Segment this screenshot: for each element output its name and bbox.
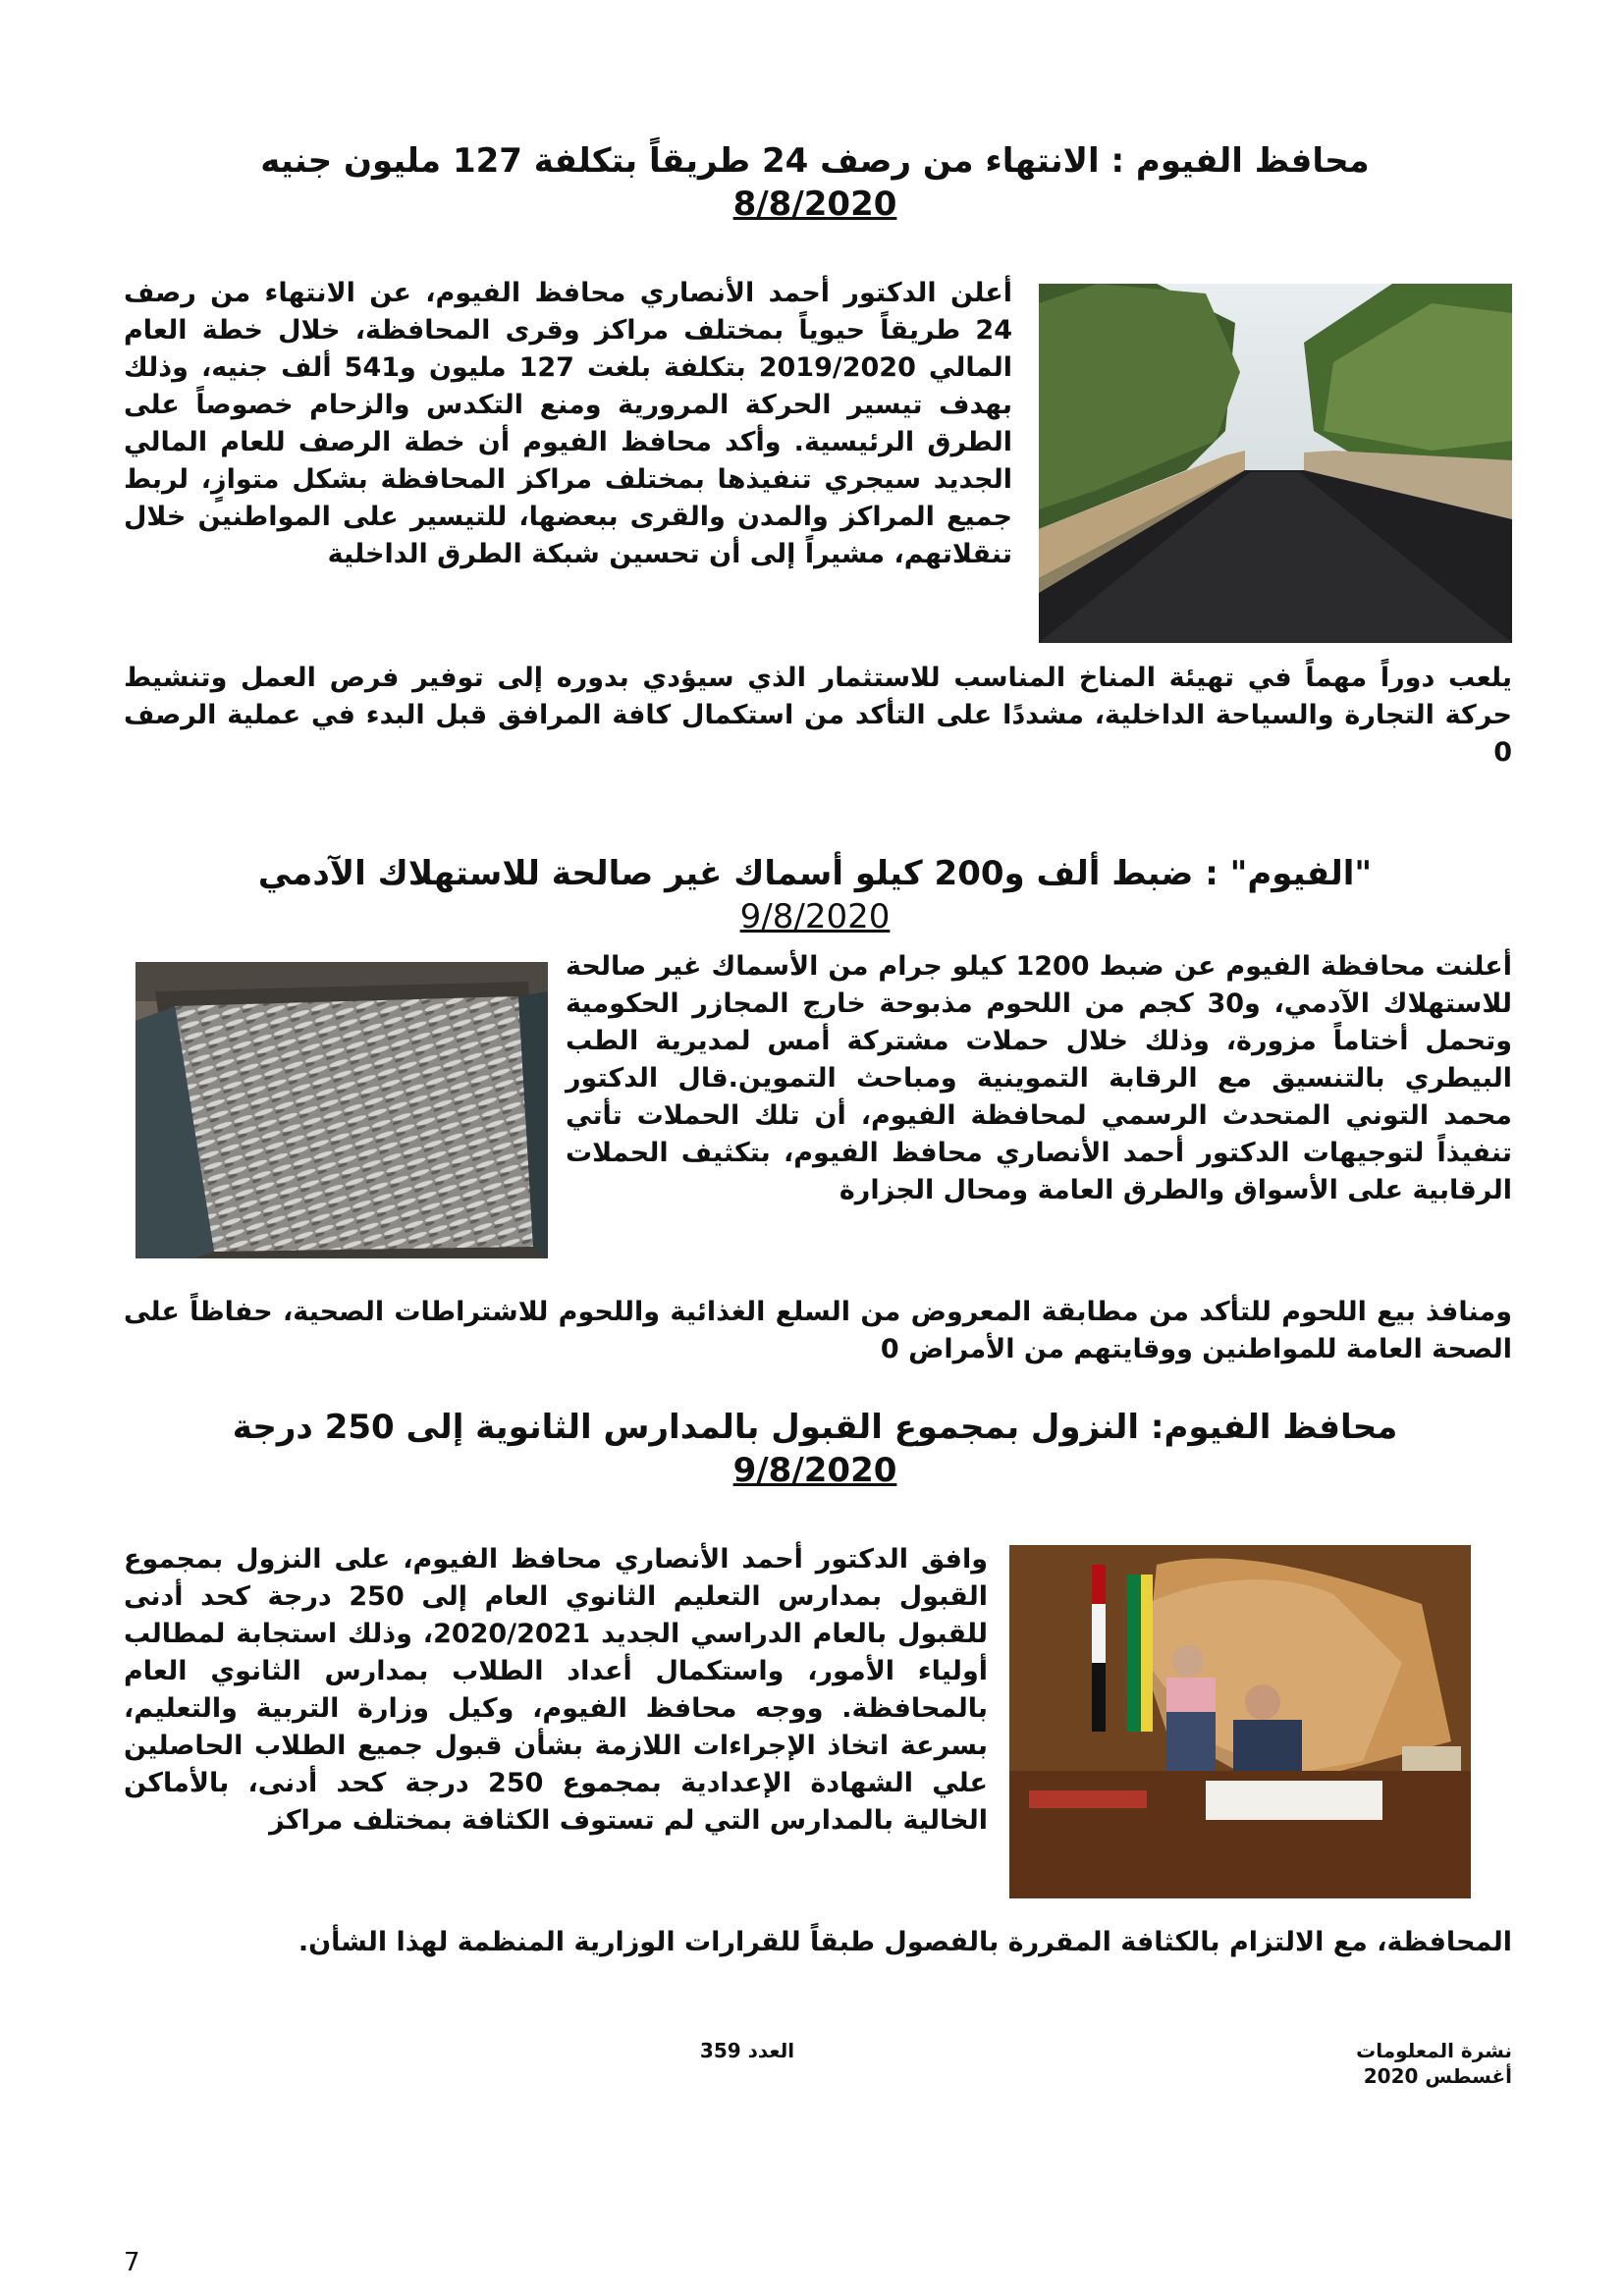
- footer-month: أغسطس 2020: [1363, 2064, 1512, 2088]
- footer-publication-block: [1356, 2038, 1512, 2089]
- governor-signing-photo: [1009, 1545, 1471, 1898]
- article-2-date: 9/8/2020: [739, 897, 891, 936]
- footer-publication: نشرة المعلومات: [1356, 2039, 1512, 2062]
- article-3-date: 9/8/2020: [732, 1451, 897, 1490]
- article-2-headline: "الفيوم" : ضبط ألف و200 كيلو أسماك غير صالحة للاستهلاك الآدمي: [257, 854, 1373, 893]
- article-1-date: 8/8/2020: [732, 185, 897, 224]
- article-3-title: [118, 1406, 1512, 1492]
- article-2-body-wrap: أعلنت محافظة الفيوم عن ضبط 1200 كيلو جرام من الأسماك غير صالحة للاستهلاك الآدمي، و30 كجم من اللحوم مذبوحة خارج المجازر الحكومية وتحمل أختاماً مزورة، وذلك خلال حملات مشتركة أمس لمديرية الطب البيطري بالتنسيق مع الرقابة التموينية ومباحث التموين.قال الدكتور محمد التوني المتحدث الرسمي لمحافظة الفيوم، أن تلك الحملات تأتي تنفيذاً لتوجيهات الدكتور أحمد الأنصاري محافظ الفيوم، بتكثيف الحملات الرقابية على الأسواق والطرق العامة ومحال الجزارة: [566, 951, 1512, 1205]
- article-1-headline: محافظ الفيوم : الانتهاء من رصف 24 طريقاً بتكلفة 127 مليون جنيه: [260, 141, 1370, 181]
- paved-road-photo: [1039, 284, 1512, 643]
- article-3-body-full: المحافظة، مع الالتزام بالكثافة المقررة بالفصول طبقاً للقرارات الوزارية المنظمة لهذا الشأن.: [298, 1927, 1512, 1957]
- article-1-body-wrap: أعلن الدكتور أحمد الأنصاري محافظ الفيوم، عن الانتهاء من رصف 24 طريقاً حيوياً بمختلف مراكز وقرى المحافظة، خلال خطة العام المالي 2019/2020 بتكلفة بلغت 127 مليون و541 ألف جنيه، وذلك بهدف تيسير الحركة المرورية ومنع التكدس والزحام خصوصاً على الطرق الرئيسية. وأكد محافظ الفيوم أن خطة الرصف للعام المالي الجديد سيجري تنفيذها بمختلف مراكز المحافظة بشكل متوازٍ، لربط جميع المراكز والمدن والقرى ببعضها، للتيسير على المواطنين خلال تنقلاتهم، مشيراً إلى أن تحسين شبكة الطرق الداخلية: [124, 278, 1012, 569]
- article-1-title: [118, 139, 1512, 226]
- footer-issue: العدد 359: [699, 2039, 795, 2062]
- article-3-headline: محافظ الفيوم: النزول بمجموع القبول بالمدارس الثانوية إلى 250 درجة: [232, 1408, 1398, 1447]
- article-2-title: [118, 852, 1512, 938]
- page-number: 7: [124, 2248, 140, 2277]
- article-3-body-wrap: وافق الدكتور أحمد الأنصاري محافظ الفيوم، على النزول بمجموع القبول بمدارس التعليم الثانوي العام إلى 250 درجة كحد أدنى للقبول بالعام الدراسي الجديد 2020/2021، وذلك استجابة لمطالب أولياء الأمور، واستكمال أعداد الطلاب بمدارس الثانوي العام بالمحافظة. ووجه محافظ الفيوم، وكيل وزارة التربية والتعليم، بسرعة اتخاذ الإجراءات اللازمة بشأن قبول جميع الطلاب الحاصلين علي الشهادة الإعدادية بمجموع 250 درجة كحد أدنى، بالأماكن الخالية بالمدارس التي لم تستوف الكثافة بمختلف مراكز: [124, 1544, 988, 1836]
- article-2-body-full: ومنافذ بيع اللحوم للتأكد من مطابقة المعروض من السلع الغذائية واللحوم للاشتراطات الصحية، حفاظاً على الصحة العامة للمواطنين ووقايتهم من الأمراض 0: [124, 1297, 1512, 1364]
- fish-crate-photo: [135, 962, 548, 1258]
- article-1-body-full: يلعب دوراً مهماً في تهيئة المناخ المناسب للاستثمار الذي سيؤدي بدوره إلى توفير فرص العمل وتنشيط حركة التجارة والسياحة الداخلية، مشددًا على التأكد من استكمال كافة المرافق قبل البدء في عملية الرصف 0: [124, 663, 1512, 768]
